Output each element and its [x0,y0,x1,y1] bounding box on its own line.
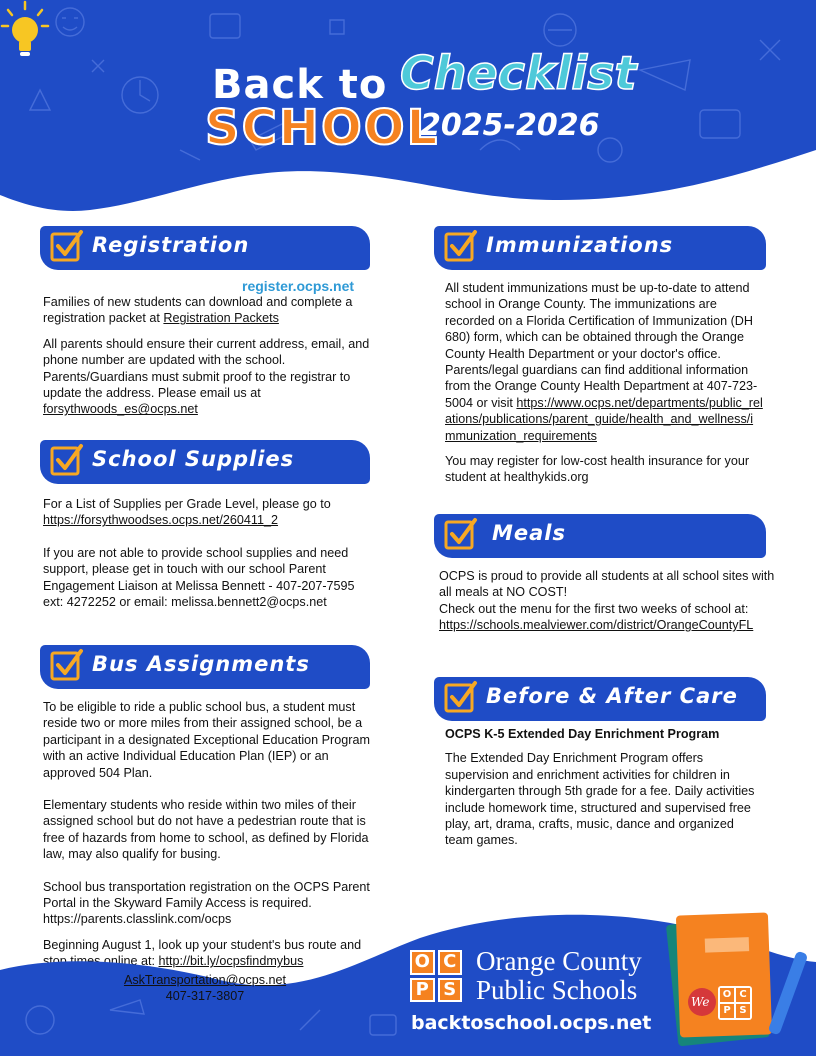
transportation-phone: 407-317-3807 [165,989,245,1003]
checkbox-icon [444,516,478,550]
lightbulb-icon [0,0,50,62]
title-year: 2025-2026 [420,108,600,143]
immunizations-text [445,280,763,486]
notebook-pencil-icon [660,910,810,1050]
care-paragraph-1: The Extended Day Enrichment Program offers supervision and enrichment activities for children in kindergarten through 5th grade for a fee. Daily activities include homework time, structured and supervised free play, art, drama, crafts, music, dance and organized team games. [445,751,755,848]
bus-paragraph-1: To be eligible to ride a public school bus, a student must reside two or more miles from their assigned school, be a participant in a designated Exceptional Education Program with an active Individual Education Plan (IEP) or an approved 504 Plan. [43,700,370,780]
supplies-banner [40,440,370,484]
ocps-logo [410,950,462,1002]
immunizations-paragraph-2: You may register for low-cost health insurance for your student at healthykids.org [445,454,750,485]
registration-p1-text: Families of new students can download and complete a registration packet at [43,295,353,326]
supplies-p1-text: For a List of Supplies per Grade Level, please go to [43,497,331,511]
registration-paragraph-1 [43,294,373,327]
meals-menu-link[interactable]: https://schools.mealviewer.com/district/OrangeCountyFL [439,618,754,633]
registration-packets-link[interactable]: Registration Packets [163,311,279,326]
checkbox-icon [50,647,84,681]
title-checklist: Checklist [400,46,637,100]
meals-paragraph-1: OCPS is proud to provide all students at all school sites with all meals at NO COST! [439,569,775,600]
registration-text [43,294,373,418]
care-title: Before & After Care [486,684,738,708]
immunizations-link[interactable]: https://www.ocps.net/departments/public_relations/publications/parent_guide/health_and_wellness/immunization_requirements [445,395,763,443]
meals-text [439,568,775,634]
registration-title: Registration [92,233,250,257]
logo-letter: C [438,950,463,975]
supplies-text [43,496,375,610]
care-banner [434,677,766,721]
bus-paragraph-2: Elementary students who reside within two miles of their assigned school but do not have a pedestrian route that is free of hazards from home to school, as defined by Florida law, may also qualify for busing. [43,798,369,862]
immunizations-p1-text: All student immunizations must be up-to-date to attend school in Orange County. The immunizations are recorded on a Florida Certification of Immunization (DH 680) form, which can be obtained through the Orange County Health Department or your doctor's office. Parents/legal guardians can find additional information from the Orange County Health Department at 407-723-5004 or visit [445,281,758,410]
care-subtitle: OCPS K-5 Extended Day Enrichment Program [445,727,720,741]
small-logo-letter: C [736,988,750,1002]
district-name-line1: Orange County [476,946,642,976]
registration-url[interactable]: register.ocps.net [242,278,355,294]
header-banner [0,0,816,235]
logo-letter: S [438,978,463,1003]
title-back-to: Back to [212,62,388,108]
backtoschool-url[interactable]: backtoschool.ocps.net [411,1012,652,1034]
checkbox-icon [444,228,478,262]
transportation-email-link[interactable]: AskTransportation@ocps.net [123,973,287,987]
small-logo-letter: P [720,1004,734,1018]
care-text [445,726,763,849]
checkbox-icon [50,228,84,262]
meals-paragraph-2: Check out the menu for the first two weeks of school at: [439,601,749,616]
supplies-title: School Supplies [92,447,295,471]
bus-banner [40,645,370,689]
small-logo-letter: S [736,1004,750,1018]
bus-p4-text: Beginning August 1, look up your student's bus route and stop times online at: [43,937,362,969]
bus-paragraph-3: School bus transportation registration on the OCPS Parent Portal in the Skyward Family Access is required. https://parents.classlink.com/ocps [43,879,370,927]
small-logo-letter: O [720,988,734,1002]
registration-banner [40,226,370,270]
title-school: SCHOOL [205,100,440,156]
logo-letter: P [410,978,435,1003]
checkbox-icon [444,679,478,713]
supplies-paragraph-1 [43,496,375,529]
small-ocps-logo [720,988,750,1018]
logo-letter: O [410,950,435,975]
we-love-text: We [691,995,710,1009]
immunizations-paragraph-1 [445,280,763,444]
transportation-contact [60,972,350,1004]
immunizations-title: Immunizations [486,233,674,257]
meals-title: Meals [492,521,567,545]
meals-banner [434,514,766,558]
district-name-line2: Public Schools [476,975,638,1005]
bus-route-link[interactable]: http://bit.ly/ocpsfindmybus [158,954,304,969]
supplies-link[interactable]: https://forsythwoodses.ocps.net/260411_2 [43,513,279,528]
registration-paragraph-2 [43,336,373,418]
checkbox-icon [50,442,84,476]
registration-email-link[interactable]: forsythwoods_es@ocps.net [43,402,198,417]
immunizations-banner [434,226,766,270]
registration-p2-text: All parents should ensure their current address, email, and phone number are updated with the school. Parents/Guardians must submit proof to the registrar to update the address. Please email us at [43,336,370,401]
supplies-paragraph-2: If you are not able to provide school supplies and need support, please get in touch with our school Parent Engagement Liaison at Melissa Bennett - 407-207-7595 ext: 4272252 or email: melissa.bennett2@ocps.net [43,545,355,610]
bus-title: Bus Assignments [92,652,310,676]
